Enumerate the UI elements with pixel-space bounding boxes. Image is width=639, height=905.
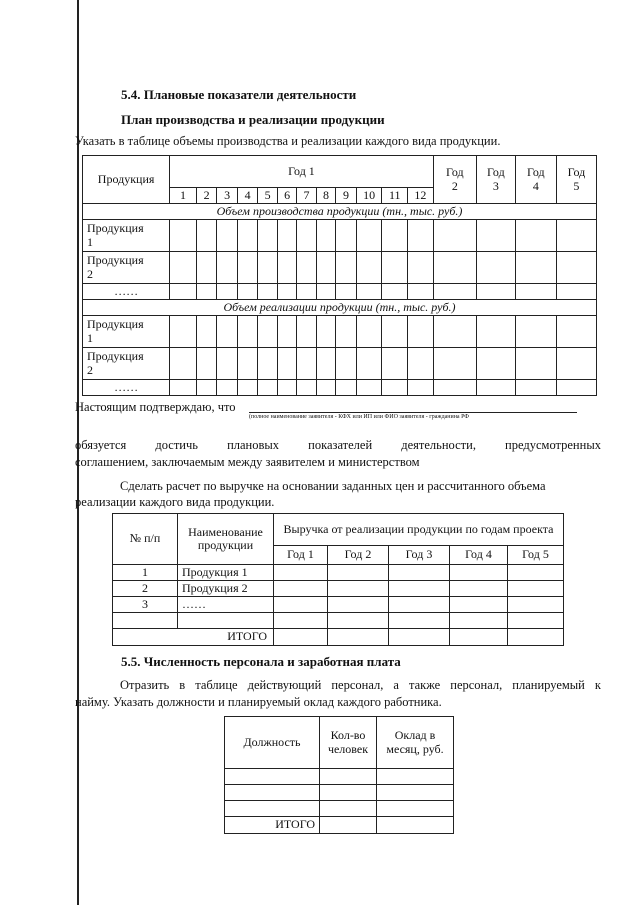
total-row xyxy=(113,629,564,646)
input-cell[interactable] xyxy=(408,316,434,348)
input-cell[interactable] xyxy=(258,380,277,396)
input-cell[interactable] xyxy=(336,252,357,284)
row-label: Продукция 2 xyxy=(83,348,170,380)
input-cell[interactable] xyxy=(277,220,296,252)
input-cell[interactable] xyxy=(196,380,217,396)
production-plan-table xyxy=(82,155,597,396)
input-cell[interactable] xyxy=(237,220,258,252)
header-product: Продукция xyxy=(83,156,170,204)
input-cell[interactable] xyxy=(382,380,408,396)
input-cell[interactable] xyxy=(433,252,476,284)
input-cell[interactable] xyxy=(408,252,434,284)
input-cell[interactable] xyxy=(476,380,515,396)
row-label: …… xyxy=(83,284,170,300)
input-cell[interactable] xyxy=(217,284,238,300)
header-year: Год 1 xyxy=(274,546,328,565)
input-cell[interactable] xyxy=(196,252,217,284)
input-cell[interactable] xyxy=(237,348,258,380)
header-year: Год 4 xyxy=(450,546,508,565)
input-cell[interactable] xyxy=(433,380,476,396)
input-cell[interactable] xyxy=(196,348,217,380)
production-row-1 xyxy=(83,220,597,252)
month-cell: 5 xyxy=(258,188,277,204)
staff-instruction-line-1: Отразить в таблице действующий персонал, а также персонал, планируемый к xyxy=(120,678,601,692)
section-subheading: План производства и реализации продукции xyxy=(121,112,385,127)
production-row-2 xyxy=(83,252,597,284)
input-cell[interactable] xyxy=(277,284,296,300)
input-cell[interactable] xyxy=(297,316,316,348)
section-heading-5-5: 5.5. Численность персонала и заработная плата xyxy=(121,654,401,669)
header-year1: Год 1 xyxy=(170,156,434,188)
input-cell[interactable] xyxy=(476,316,515,348)
input-cell[interactable] xyxy=(515,220,556,252)
input-cell[interactable] xyxy=(356,220,382,252)
instruction-text: Указать в таблице объемы производства и реализации каждого вида продукции. xyxy=(75,134,501,148)
product-name: Продукция 1 xyxy=(178,565,274,581)
input-cell[interactable] xyxy=(336,220,357,252)
input-cell[interactable] xyxy=(356,252,382,284)
month-cell: 10 xyxy=(356,188,382,204)
input-cell[interactable] xyxy=(170,348,197,380)
input-cell[interactable] xyxy=(476,220,515,252)
input-cell[interactable] xyxy=(382,252,408,284)
header-product-name: Наименование продукции xyxy=(178,514,274,565)
month-cell: 8 xyxy=(316,188,335,204)
input-cell[interactable] xyxy=(217,252,238,284)
month-cell: 9 xyxy=(336,188,357,204)
confirm-line-2: соглашением, заключаемым между заявителем и министерством xyxy=(75,455,420,469)
input-cell[interactable] xyxy=(356,284,382,300)
total-row xyxy=(225,817,454,834)
input-cell[interactable] xyxy=(408,284,434,300)
staff-table xyxy=(224,716,454,834)
input-cell[interactable] xyxy=(515,348,556,380)
input-cell[interactable] xyxy=(277,252,296,284)
month-cell: 11 xyxy=(382,188,408,204)
calc-line-2: реализации каждого вида продукции. xyxy=(75,495,275,509)
sales-section-header: Объем реализации продукции (тн., тыс. руб.) xyxy=(83,300,597,316)
input-cell[interactable] xyxy=(336,380,357,396)
input-cell[interactable] xyxy=(297,220,316,252)
input-cell[interactable] xyxy=(433,316,476,348)
input-cell[interactable] xyxy=(237,316,258,348)
sales-row-1 xyxy=(83,316,597,348)
input-cell[interactable] xyxy=(217,316,238,348)
applicant-name-line[interactable] xyxy=(249,412,577,413)
table-row xyxy=(113,613,564,629)
header-year-2: Год 2 xyxy=(433,156,476,204)
input-cell[interactable] xyxy=(336,348,357,380)
input-cell[interactable] xyxy=(297,348,316,380)
input-cell[interactable] xyxy=(170,220,197,252)
input-cell[interactable] xyxy=(433,348,476,380)
month-cell: 4 xyxy=(237,188,258,204)
staff-instruction-line-2: найму. Указать должности и планируемый оклад каждого работника. xyxy=(75,695,442,709)
header-position: Должность xyxy=(225,717,320,769)
row-number: 1 xyxy=(113,565,178,581)
input-cell[interactable] xyxy=(556,220,596,252)
input-cell[interactable] xyxy=(170,284,197,300)
input-cell[interactable] xyxy=(476,252,515,284)
input-cell[interactable] xyxy=(336,316,357,348)
header-salary: Оклад в месяц, руб. xyxy=(377,717,454,769)
production-row-more xyxy=(83,284,597,300)
month-cell: 7 xyxy=(297,188,316,204)
row-label: Продукция 1 xyxy=(83,316,170,348)
header-year: Год 5 xyxy=(508,546,564,565)
input-cell[interactable] xyxy=(316,348,335,380)
header-year: Год 3 xyxy=(389,546,450,565)
input-cell[interactable] xyxy=(382,316,408,348)
input-cell[interactable] xyxy=(556,284,596,300)
applicant-name-caption: (полное наименование заявителя - КФХ или ИП или ФИО заявителя - гражданина РФ xyxy=(249,414,470,420)
row-label: …… xyxy=(83,380,170,396)
input-cell[interactable] xyxy=(316,220,335,252)
input-cell[interactable] xyxy=(258,252,277,284)
input-cell[interactable] xyxy=(356,380,382,396)
input-cell[interactable] xyxy=(277,348,296,380)
input-cell[interactable] xyxy=(336,284,357,300)
product-name: Продукция 2 xyxy=(178,581,274,597)
input-cell[interactable] xyxy=(515,316,556,348)
production-section-header: Объем производства продукции (тн., тыс. руб.) xyxy=(83,204,597,220)
input-cell[interactable] xyxy=(316,380,335,396)
month-cell: 2 xyxy=(196,188,217,204)
input-cell[interactable] xyxy=(297,252,316,284)
input-cell[interactable] xyxy=(170,380,197,396)
header-year-4: Год 4 xyxy=(515,156,556,204)
input-cell[interactable] xyxy=(277,316,296,348)
input-cell[interactable] xyxy=(258,316,277,348)
input-cell[interactable] xyxy=(515,284,556,300)
table-row xyxy=(113,581,564,597)
row-number: 3 xyxy=(113,597,178,613)
total-label: ИТОГО xyxy=(113,629,274,646)
input-cell[interactable] xyxy=(476,348,515,380)
month-cell: 3 xyxy=(217,188,238,204)
input-cell[interactable] xyxy=(237,380,258,396)
input-cell[interactable] xyxy=(556,380,596,396)
input-cell[interactable] xyxy=(316,252,335,284)
month-cell: 12 xyxy=(408,188,434,204)
input-cell[interactable] xyxy=(316,284,335,300)
input-cell[interactable] xyxy=(277,380,296,396)
table-row xyxy=(225,801,454,817)
input-cell[interactable] xyxy=(237,284,258,300)
header-count: Кол-во человек xyxy=(320,717,377,769)
row-label: Продукция 1 xyxy=(83,220,170,252)
revenue-table xyxy=(112,513,564,646)
input-cell[interactable] xyxy=(170,252,197,284)
input-cell[interactable] xyxy=(297,284,316,300)
input-cell[interactable] xyxy=(356,316,382,348)
confirm-text: Настоящим подтверждаю, что xyxy=(75,400,236,414)
header-row-number: № п/п xyxy=(113,514,178,565)
header-year-5: Год 5 xyxy=(556,156,596,204)
table-row xyxy=(113,597,564,613)
table-row xyxy=(113,565,564,581)
section-heading-5-4: 5.4. Плановые показатели деятельности xyxy=(121,87,357,102)
total-label: ИТОГО xyxy=(225,817,320,834)
calc-line-1: Сделать расчет по выручке на основании заданных цен и рассчитанного объема xyxy=(120,479,546,493)
input-cell[interactable] xyxy=(556,316,596,348)
input-cell[interactable] xyxy=(196,220,217,252)
input-cell[interactable] xyxy=(170,316,197,348)
input-cell[interactable] xyxy=(408,220,434,252)
input-cell[interactable] xyxy=(258,348,277,380)
input-cell[interactable] xyxy=(433,220,476,252)
input-cell[interactable] xyxy=(433,284,476,300)
input-cell[interactable] xyxy=(408,380,434,396)
sales-row-2 xyxy=(83,348,597,380)
input-cell[interactable] xyxy=(217,380,238,396)
input-cell[interactable] xyxy=(297,380,316,396)
input-cell[interactable] xyxy=(356,348,382,380)
input-cell[interactable] xyxy=(515,252,556,284)
row-label: Продукция 2 xyxy=(83,252,170,284)
table-row xyxy=(225,769,454,785)
table-row xyxy=(225,785,454,801)
input-cell[interactable] xyxy=(556,252,596,284)
input-cell[interactable] xyxy=(258,220,277,252)
input-cell[interactable] xyxy=(217,220,238,252)
input-cell[interactable] xyxy=(515,380,556,396)
input-cell[interactable] xyxy=(382,284,408,300)
month-cell: 1 xyxy=(170,188,197,204)
input-cell[interactable] xyxy=(217,348,238,380)
header-year-3: Год 3 xyxy=(476,156,515,204)
input-cell[interactable] xyxy=(382,348,408,380)
input-cell[interactable] xyxy=(258,284,277,300)
input-cell[interactable] xyxy=(316,316,335,348)
product-name: …… xyxy=(178,597,274,613)
header-year: Год 2 xyxy=(328,546,389,565)
input-cell[interactable] xyxy=(237,252,258,284)
input-cell[interactable] xyxy=(196,284,217,300)
month-cell: 6 xyxy=(277,188,296,204)
input-cell[interactable] xyxy=(476,284,515,300)
header-revenue: Выручка от реализации продукции по годам проекта xyxy=(274,514,564,546)
confirm-line-1: обязуется достичь плановых показателей деятельности, предусмотренных xyxy=(75,438,601,452)
input-cell[interactable] xyxy=(382,220,408,252)
sales-row-more xyxy=(83,380,597,396)
input-cell[interactable] xyxy=(408,348,434,380)
row-number: 2 xyxy=(113,581,178,597)
input-cell[interactable] xyxy=(556,348,596,380)
input-cell[interactable] xyxy=(196,316,217,348)
